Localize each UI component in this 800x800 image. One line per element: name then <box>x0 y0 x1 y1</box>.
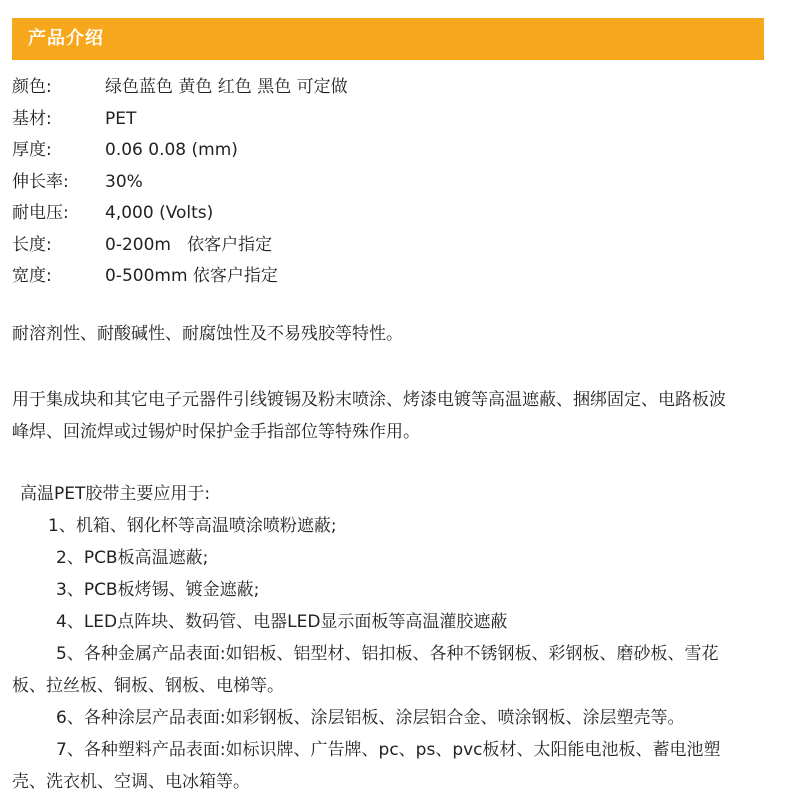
application-item: 4、LED点阵块、数码管、电器LED显示面板等高温灌胶遮蔽 <box>56 612 508 632</box>
spec-label: 伸长率: <box>12 171 69 192</box>
features-paragraph: 耐溶剂性、耐酸碱性、耐腐蚀性及不易残胶等特性。 <box>12 324 403 344</box>
applications-heading: 高温PET胶带主要应用于: <box>20 484 211 504</box>
spec-value: 30% <box>105 171 143 192</box>
application-item: 6、各种涂层产品表面:如彩钢板、涂层铝板、涂层铝合金、喷涂钢板、涂层塑壳等。 <box>56 708 685 728</box>
application-item-continued: 壳、洗衣机、空调、电冰箱等。 <box>12 772 250 792</box>
application-item: 2、PCB板高温遮蔽; <box>56 548 209 568</box>
section-header <box>12 18 764 60</box>
spec-value: 4,000 (Volts) <box>105 203 214 223</box>
spec-value: PET <box>105 108 137 129</box>
application-item: 7、各种塑料产品表面:如标识牌、广告牌、pc、ps、pvc板材、太阳能电池板、蓄电池塑 <box>56 740 721 760</box>
spec-label: 厚度: <box>12 140 52 160</box>
spec-value: 绿色蓝色 黄色 红色 黑色 可定做 <box>105 77 348 97</box>
application-item: 3、PCB板烤锡、镀金遮蔽; <box>56 580 260 600</box>
spec-value: 0-500mm 依客户指定 <box>105 266 278 286</box>
application-item: 1、机箱、钢化杯等高温喷涂喷粉遮蔽; <box>48 516 337 536</box>
spec-label: 基材: <box>12 108 52 129</box>
application-item-continued: 板、拉丝板、铜板、钢板、电梯等。 <box>12 676 284 696</box>
usage-paragraph <box>12 384 772 448</box>
spec-value: 0.06 0.08 (mm) <box>105 140 238 160</box>
spec-label: 颜色: <box>12 77 52 97</box>
section-title: 产品介绍 <box>28 28 104 49</box>
spec-value: 0-200m 依客户指定 <box>105 234 273 255</box>
usage-line: 用于集成块和其它电子元器件引线镀锡及粉末喷涂、烤漆电镀等高温遮蔽、捆绑固定、电路板波 <box>12 390 726 410</box>
spec-label: 长度: <box>12 234 52 255</box>
spec-label: 宽度: <box>12 266 52 286</box>
spec-label: 耐电压: <box>12 203 69 223</box>
application-item: 5、各种金属产品表面:如铝板、铝型材、铝扣板、各种不锈钢板、彩钢板、磨砂板、雪花 <box>56 644 719 664</box>
usage-line: 峰焊、回流焊或过锡炉时保护金手指部位等特殊作用。 <box>12 422 420 442</box>
